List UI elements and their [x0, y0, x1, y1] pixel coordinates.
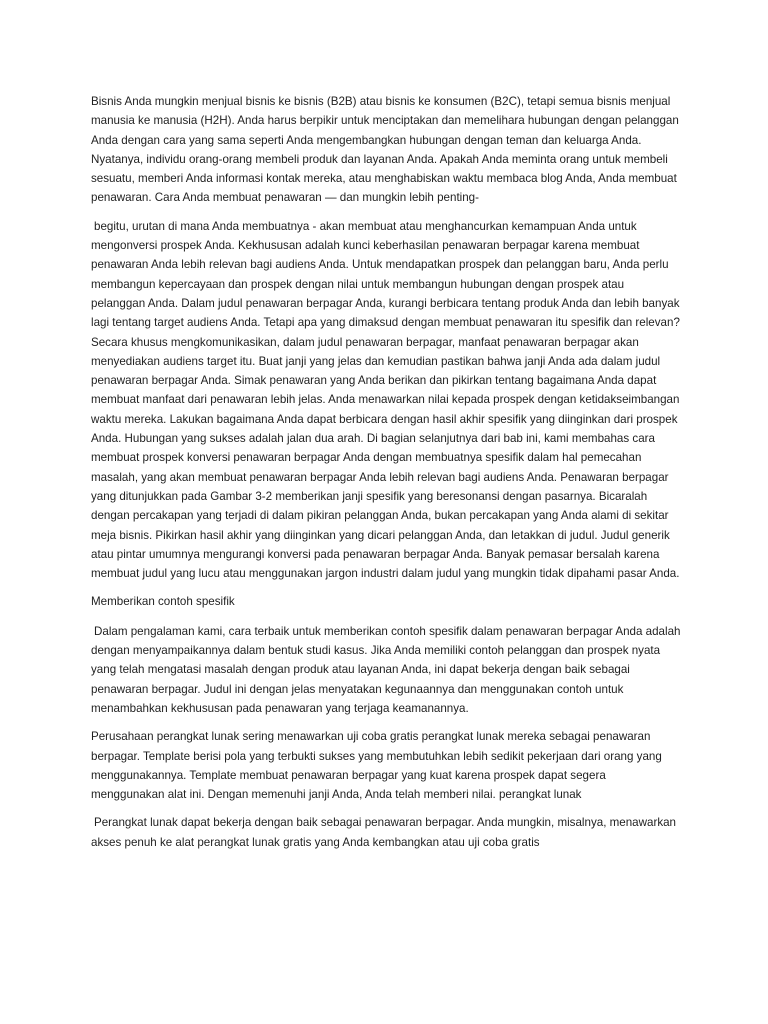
paragraph-software-trial: Perusahaan perangkat lunak sering menawarkan uji coba gratis perangkat lunak mereka sebagai penawaran berpagar. Template berisi pola yang terbukti sukses yang membutuhkan lebih sedikit pekerjaan dari orang yang menggunakannya. Template membuat penawaran berpagar yang kuat karena prospek dapat segera menggunakan alat ini. Dengan memenuhi janji Anda, Anda telah memberi nilai. perangkat lunak	[91, 730, 662, 802]
section-heading: Memberikan contoh spesifik	[91, 595, 235, 609]
paragraph-software: Perangkat lunak dapat bekerja dengan baik sebagai penawaran berpagar. Anda mungkin, misalnya, menawarkan akses penuh ke alat perangkat lunak gratis yang Anda kembangkan atau uji coba gratis	[91, 816, 677, 849]
paragraph-specificity: begitu, urutan di mana Anda membuatnya - akan membuat atau menghancurkan kemampuan Anda untuk mengonversi prospek Anda. Kekhususan adalah kunci keberhasilan penawaran berpagar karena membuat penawaran Anda lebih relevan bagi audiens Anda. Untuk mendapatkan prospek dan pelanggan baru, Anda perlu membangun kepercayaan dan prospek dengan nilai untuk membangun hubungan dengan prospek atau pelanggan Anda. Dalam judul penawaran berpagar Anda, kurangi berbicara tentang produk Anda dan lebih banyak lagi tentang target audiens Anda. Tetapi apa yang dimaksud dengan membuat penawaran itu spesifik dan relevan? Secara khusus mengkomunikasikan, dalam judul penawaran berpagar, manfaat penawaran berpagar akan menyediakan audiens target itu. Buat janji yang jelas dan kemudian pastikan bahwa janji Anda ada dalam judul penawaran berpagar Anda. Simak penawaran yang Anda berikan dan pikirkan tentang bagaimana Anda dapat membuat manfaat dari penawaran lebih jelas. Anda menawarkan nilai kepada prospek dengan ketidakseimbangan waktu mereka. Lakukan bagaimana Anda dapat berbicara dengan hasil akhir spesifik yang diinginkan dari prospek Anda. Hubungan yang sukses adalah jalan dua arah. Di bagian selanjutnya dari bab ini, kami membahas cara membuat prospek konversi penawaran berpagar Anda dengan membuatnya spesifik dalam hal pemecahan masalah, yang akan membuat penawaran berpagar Anda lebih relevan bagi audiens Anda. Penawaran berpagar yang ditunjukkan pada Gambar 3-2 memberikan janji spesifik yang beresonansi dengan pasarnya. Bicaralah dengan percakapan yang terjadi di dalam pikiran pelanggan Anda, bukan percakapan yang Anda alami di sekitar meja bisnis. Pikirkan hasil akhir yang diinginkan yang dicari pelanggan Anda, dan letakkan di judul. Judul generik atau pintar umumnya mengurangi konversi pada penawaran berpagar Anda. Banyak pemasar bersalah karena membuat judul yang lucu atau menggunakan jargon industri dalam judul yang mungkin tidak dipahami pasar Anda.	[91, 219, 680, 581]
paragraph-intro: Bisnis Anda mungkin menjual bisnis ke bisnis (B2B) atau bisnis ke konsumen (B2C), tetapi semua bisnis menjual manusia ke manusia (H2H). Anda harus berpikir untuk menciptakan dan memelihara hubungan dengan pelanggan Anda dengan cara yang sama seperti Anda mengembangkan hubungan dengan teman dan keluarga Anda. Nyatanya, individu orang-orang membeli produk dan layanan Anda. Apakah Anda meminta orang untuk membeli sesuatu, memberi Anda informasi kontak mereka, atau menghabiskan waktu membaca blog Anda, Anda membuat penawaran. Cara Anda membuat penawaran — dan mungkin lebih penting-	[91, 95, 679, 205]
paragraph-case-study: Dalam pengalaman kami, cara terbaik untuk memberikan contoh spesifik dalam penawaran berpagar Anda adalah dengan menyampaikannya dalam bentuk studi kasus. Jika Anda memiliki contoh pelanggan dan prospek nyata yang telah mengatasi masalah dengan produk atau layanan Anda, ini dapat bekerja dengan baik sebagai penawaran berpagar. Judul ini dengan jelas menyatakan kegunaannya dan menggunakan contoh untuk menambahkan kekhususan pada penawaran yang terjaga keamanannya.	[91, 624, 681, 715]
document-page	[91, 92, 681, 861]
